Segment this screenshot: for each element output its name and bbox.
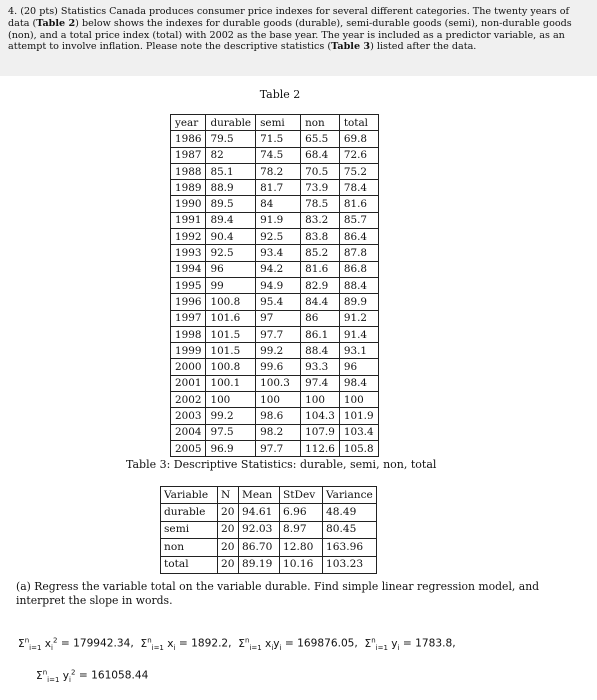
sum-y2-label: $\Sigma^n_{i=1}$ $y_i^2$ [36,668,76,684]
table2-cell: 85.2 [301,245,340,261]
table2-row [171,245,379,261]
table2-cell: 101.5 [206,326,256,342]
sums-line-1 [18,636,456,652]
table2-cell: 69.8 [339,131,378,147]
table3-row [161,521,377,538]
table2-cell: 65.5 [301,131,340,147]
table2-cell: 95.4 [256,294,301,310]
table2-cell: 2005 [171,440,206,456]
table2-cell: 2000 [171,359,206,375]
sum-y2-value: = 161058.44 [78,669,149,682]
table2-cell: 99 [206,277,256,293]
table2-cell: 100 [339,392,378,408]
table2-cell: 1997 [171,310,206,326]
table2-cell: 71.5 [256,131,301,147]
table2-header-total: total [339,115,378,131]
table3-row [161,556,377,573]
table2-row [171,212,379,228]
table2-cell: 85.7 [339,212,378,228]
table2-header-row [171,115,379,131]
table2-cell: 70.5 [301,163,340,179]
table2-cell: 1991 [171,212,206,228]
table2-row [171,440,379,456]
table2-cell: 100.8 [206,294,256,310]
table2-cell: 1988 [171,163,206,179]
table2-header-year: year [171,115,206,131]
table3-header-mean: Mean [239,487,280,504]
table2-cell: 2003 [171,408,206,424]
table2-cell: 82 [206,147,256,163]
table2-cell: 74.5 [256,147,301,163]
table2-cell: 78.2 [256,163,301,179]
table2-cell: 91.4 [339,326,378,342]
sum-y-label: $\Sigma^n_{i=1}$ $y_i$ [361,636,400,652]
table2-cell: 86.8 [339,261,378,277]
table2-cell: 97.7 [256,440,301,456]
table2-cell: 73.9 [301,180,340,196]
table3 [160,486,377,574]
table2-row [171,163,379,179]
table2-cell: 87.8 [339,245,378,261]
table2-row [171,424,379,440]
table2-cell: 94.2 [256,261,301,277]
table2-row [171,359,379,375]
table2-cell: 91.2 [339,310,378,326]
table2-row [171,131,379,147]
table2-cell: 105.8 [339,440,378,456]
intro-lead: 4. (20 pts) Statistics Canada produces consumer price indexes for several different categories. The twenty years of data ( [8,6,570,29]
table2-row [171,277,379,293]
table2-cell: 100.1 [206,375,256,391]
table2-cell: 100 [301,392,340,408]
table2-cell: 104.3 [301,408,340,424]
table2-cell: 93.1 [339,343,378,359]
table2-cell: 100 [256,392,301,408]
table3-cell: 20 [218,539,239,556]
table2-cell: 93.4 [256,245,301,261]
table2-row [171,343,379,359]
problem-intro [0,0,597,76]
table2-cell: 103.4 [339,424,378,440]
table2-cell: 1989 [171,180,206,196]
sum-xy-value: = 169876.05, [284,637,358,650]
table2-cell: 101.6 [206,310,256,326]
table2-row [171,375,379,391]
table2-cell: 90.4 [206,229,256,245]
table2-caption: Table 2 [259,88,301,101]
table2-cell: 84.4 [301,294,340,310]
table3-cell: 12.80 [280,539,323,556]
table2-cell: 1996 [171,294,206,310]
table2-cell: 78.4 [339,180,378,196]
table3-header-variance: Variance [323,487,377,504]
table2-cell: 97 [256,310,301,326]
table3-cell: 94.61 [239,504,280,521]
table2-cell: 1992 [171,229,206,245]
table2-cell: 101.5 [206,343,256,359]
table2-cell: 83.8 [301,229,340,245]
table2-reference: Table 2 [36,17,76,29]
table2-cell: 1987 [171,147,206,163]
table3-cell: 86.70 [239,539,280,556]
table2-row [171,229,379,245]
table2-cell: 89.4 [206,212,256,228]
table2-cell: 72.6 [339,147,378,163]
table2-cell: 83.2 [301,212,340,228]
sum-x-value: = 1892.2, [178,637,232,650]
table2-cell: 86 [301,310,340,326]
table2-cell: 88.9 [206,180,256,196]
table3-cell: 20 [218,504,239,521]
sum-y-value: = 1783.8, [402,637,456,650]
intro-paragraph [8,6,588,53]
table3-cell: 20 [218,556,239,573]
table2-cell: 99.2 [256,343,301,359]
table3-cell: durable [161,504,218,521]
table2-cell: 68.4 [301,147,340,163]
part-a-question: (a) Regress the variable total on the variable durable. Find simple linear regression model, and interpret the slope in words. [16,580,540,607]
table2-cell: 100.3 [256,375,301,391]
table2-cell: 99.2 [206,408,256,424]
table3-reference: Table 3 [331,41,371,53]
table2-cell: 81.6 [339,196,378,212]
table3-cell: 80.45 [323,521,377,538]
table3-cell: 48.49 [323,504,377,521]
table2-cell: 98.2 [256,424,301,440]
table2-cell: 2001 [171,375,206,391]
table3-header-n: N [218,487,239,504]
sums-line-2 [36,668,148,684]
table3-cell: semi [161,521,218,538]
table2-cell: 1995 [171,277,206,293]
table2-cell: 1998 [171,326,206,342]
table2-cell: 98.4 [339,375,378,391]
intro-tail: ) listed after the data. [370,41,477,53]
table3-cell: 8.97 [280,521,323,538]
table2-cell: 89.5 [206,196,256,212]
table2-cell: 81.7 [256,180,301,196]
sum-x2-label: $\Sigma^n_{i=1}$ $x_i^2$ [18,636,58,652]
table2-cell: 86.4 [339,229,378,245]
table3-cell: total [161,556,218,573]
table2-cell: 97.7 [256,326,301,342]
table2-cell: 78.5 [301,196,340,212]
table2-cell: 92.5 [206,245,256,261]
table2-cell: 1993 [171,245,206,261]
sum-x2-value: = 179942.34, [60,637,134,650]
table3-row [161,539,377,556]
table2-cell: 96.9 [206,440,256,456]
table2-cell: 101.9 [339,408,378,424]
table2-row [171,147,379,163]
table3-caption: Table 3: Descriptive Statistics: durable, semi, non, total [126,458,437,471]
table2-cell: 96 [339,359,378,375]
table2-row [171,180,379,196]
table2-cell: 75.2 [339,163,378,179]
table2-cell: 97.5 [206,424,256,440]
table2-cell: 89.9 [339,294,378,310]
table2-row [171,326,379,342]
table2-cell: 91.9 [256,212,301,228]
table2-cell: 96 [206,261,256,277]
table2-cell: 94.9 [256,277,301,293]
table2-cell: 88.4 [301,343,340,359]
table3-header-stdev: StDev [280,487,323,504]
table2 [170,114,379,457]
table2-cell: 107.9 [301,424,340,440]
table3-header-variable: Variable [161,487,218,504]
table2-header-durable: durable [206,115,256,131]
table2-cell: 99.6 [256,359,301,375]
intro-mid: ) below shows the indexes for durable goods (durable), semi-durable goods (semi), non-durable goods (non), and a total price index (total) with 2002 as the base year. The year is included as a predictor variable, as an attempt to involve inflation. Please note the descriptive statistics ( [8,17,572,53]
table2-cell: 1990 [171,196,206,212]
table3-cell: 89.19 [239,556,280,573]
table2-cell: 79.5 [206,131,256,147]
table2-cell: 1994 [171,261,206,277]
table3-cell: 163.96 [323,539,377,556]
table2-header-semi: semi [256,115,301,131]
table2-cell: 81.6 [301,261,340,277]
table3-cell: 10.16 [280,556,323,573]
table2-cell: 85.1 [206,163,256,179]
table2-cell: 84 [256,196,301,212]
table3-cell: non [161,539,218,556]
table2-row [171,294,379,310]
table3-header-row [161,487,377,504]
table2-cell: 98.6 [256,408,301,424]
table2-row [171,392,379,408]
table3-cell: 103.23 [323,556,377,573]
table3-cell: 92.03 [239,521,280,538]
table2-cell: 100.8 [206,359,256,375]
table2-cell: 1999 [171,343,206,359]
table2-cell: 100 [206,392,256,408]
table3-cell: 20 [218,521,239,538]
table2-cell: 88.4 [339,277,378,293]
table2-cell: 2002 [171,392,206,408]
table3-cell: 6.96 [280,504,323,521]
table2-cell: 86.1 [301,326,340,342]
table2-cell: 1986 [171,131,206,147]
table2-row [171,310,379,326]
sum-x-label: $\Sigma^n_{i=1}$ $x_i$ [137,636,176,652]
table2-cell: 112.6 [301,440,340,456]
table3-row [161,504,377,521]
table2-cell: 92.5 [256,229,301,245]
table2-cell: 82.9 [301,277,340,293]
table2-cell: 2004 [171,424,206,440]
sum-xy-label: $\Sigma^n_{i=1}$ $x_iy_i$ [234,636,282,652]
table2-header-non: non [301,115,340,131]
table2-row [171,261,379,277]
table2-row [171,196,379,212]
table2-row [171,408,379,424]
table2-cell: 97.4 [301,375,340,391]
table2-cell: 93.3 [301,359,340,375]
